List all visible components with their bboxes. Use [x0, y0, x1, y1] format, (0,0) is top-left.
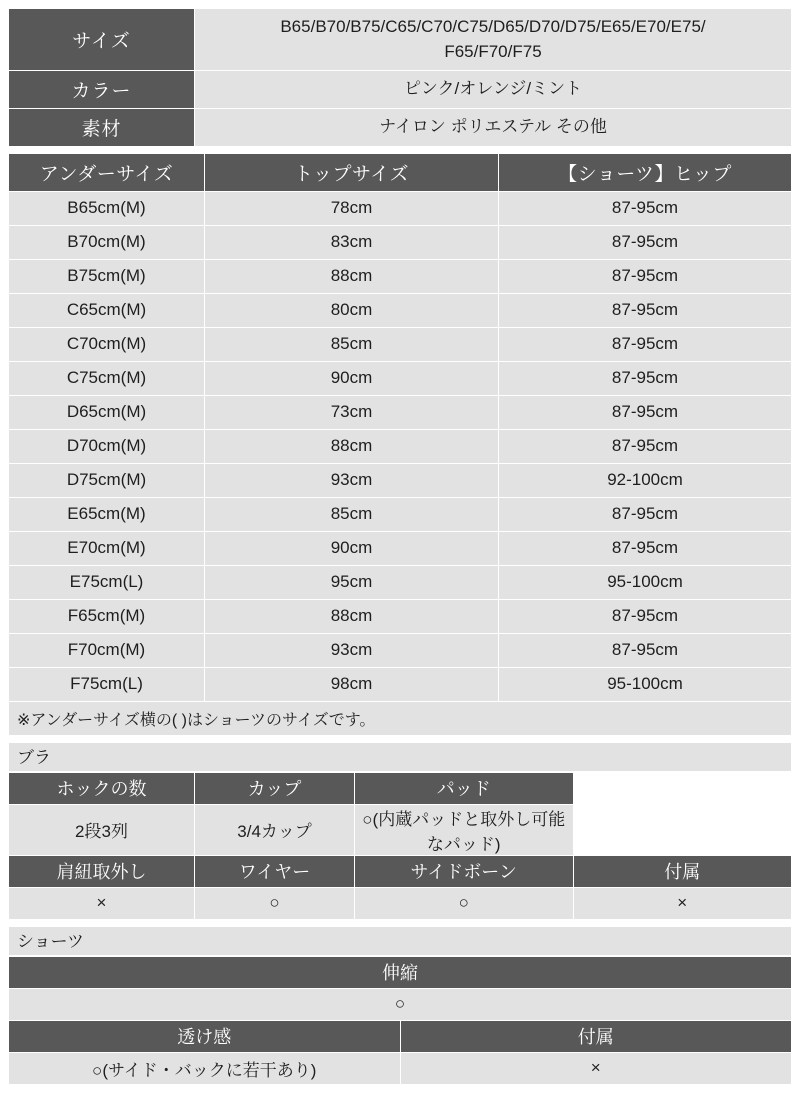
bra-header-strap-removable: 肩紐取外し: [9, 855, 195, 887]
bra-header-accessory: 付属: [573, 855, 792, 887]
table-row: [9, 395, 792, 429]
spec-table: [8, 8, 792, 147]
bra-value-wire: ○: [195, 887, 355, 919]
size-cell-top: 88cm: [205, 429, 499, 463]
size-cell-under: E70cm(M): [9, 531, 205, 565]
size-cell-under: D75cm(M): [9, 463, 205, 497]
table-row: [9, 531, 792, 565]
bra-header-cup: カップ: [195, 772, 355, 804]
size-cell-hip: 87-95cm: [499, 599, 792, 633]
spec-value-color: ピンク/オレンジ/ミント: [195, 71, 792, 109]
size-cell-under: C70cm(M): [9, 327, 205, 361]
table-row: [9, 71, 792, 109]
shorts-value-sheerness: ○(サイド・バックに若干あり): [9, 1052, 401, 1084]
table-row: [9, 855, 792, 887]
spec-value-material: ナイロン ポリエステル その他: [195, 108, 792, 146]
size-cell-hip: 87-95cm: [499, 259, 792, 293]
size-cell-under: D65cm(M): [9, 395, 205, 429]
size-cell-hip: 87-95cm: [499, 191, 792, 225]
spec-value-size: B65/B70/B75/C65/C70/C75/D65/D70/D75/E65/E70/E75/ F65/F70/F75: [195, 9, 792, 71]
table-row: [9, 191, 792, 225]
size-cell-top: 83cm: [205, 225, 499, 259]
table-row: [9, 9, 792, 71]
spec-label-material: 素材: [9, 108, 195, 146]
section-label-bra: ブラ: [8, 742, 792, 772]
size-cell-hip: 87-95cm: [499, 633, 792, 667]
bra-value-pad: ○(内蔵パッドと取外し可能なパッド): [355, 804, 574, 855]
table-row: [9, 887, 792, 919]
size-cell-top: 78cm: [205, 191, 499, 225]
size-cell-hip: 87-95cm: [499, 225, 792, 259]
spec-label-color: カラー: [9, 71, 195, 109]
size-table-header-under: アンダーサイズ: [9, 153, 205, 191]
size-table-note-row: [9, 701, 792, 735]
shorts-header-stretch: 伸縮: [9, 956, 792, 988]
size-table-header-row: [9, 153, 792, 191]
size-cell-top: 93cm: [205, 633, 499, 667]
size-cell-hip: 87-95cm: [499, 327, 792, 361]
size-cell-hip: 87-95cm: [499, 293, 792, 327]
size-cell-under: E75cm(L): [9, 565, 205, 599]
section-label-shorts: ショーツ: [8, 926, 792, 956]
table-row: [9, 463, 792, 497]
size-cell-under: D70cm(M): [9, 429, 205, 463]
spec-label-size: サイズ: [9, 9, 195, 71]
bra-value-side-bone: ○: [355, 887, 574, 919]
size-cell-under: C75cm(M): [9, 361, 205, 395]
shorts-header-sheerness: 透け感: [9, 1020, 401, 1052]
table-row: [9, 956, 792, 988]
size-cell-top: 90cm: [205, 361, 499, 395]
table-row: [9, 259, 792, 293]
shorts-header-accessory: 付属: [400, 1020, 792, 1052]
table-row: [9, 599, 792, 633]
bra-header-wire: ワイヤー: [195, 855, 355, 887]
size-cell-under: E65cm(M): [9, 497, 205, 531]
table-row: [9, 1052, 792, 1084]
table-row: [9, 565, 792, 599]
bra-detail-table: [8, 772, 792, 920]
size-cell-under: B75cm(M): [9, 259, 205, 293]
bra-header-hooks: ホックの数: [9, 772, 195, 804]
size-cell-under: C65cm(M): [9, 293, 205, 327]
size-cell-under: B65cm(M): [9, 191, 205, 225]
size-cell-hip: 87-95cm: [499, 497, 792, 531]
size-cell-hip: 95-100cm: [499, 667, 792, 701]
table-row: [9, 225, 792, 259]
bra-header-pad: パッド: [355, 772, 574, 804]
size-cell-top: 90cm: [205, 531, 499, 565]
table-row: [9, 361, 792, 395]
table-row: [9, 429, 792, 463]
bra-value-cup: 3/4カップ: [195, 804, 355, 855]
size-cell-top: 85cm: [205, 497, 499, 531]
size-cell-hip: 87-95cm: [499, 395, 792, 429]
bra-value-strap-removable: ×: [9, 887, 195, 919]
table-row: [9, 667, 792, 701]
bra-header-side-bone: サイドボーン: [355, 855, 574, 887]
size-cell-top: 80cm: [205, 293, 499, 327]
size-cell-top: 85cm: [205, 327, 499, 361]
size-cell-top: 88cm: [205, 599, 499, 633]
size-cell-top: 95cm: [205, 565, 499, 599]
size-cell-under: B70cm(M): [9, 225, 205, 259]
size-cell-hip: 87-95cm: [499, 429, 792, 463]
size-cell-top: 98cm: [205, 667, 499, 701]
size-table-header-top: トップサイズ: [205, 153, 499, 191]
size-cell-top: 88cm: [205, 259, 499, 293]
table-row: [9, 497, 792, 531]
size-cell-under: F70cm(M): [9, 633, 205, 667]
size-cell-hip: 92-100cm: [499, 463, 792, 497]
size-cell-under: F75cm(L): [9, 667, 205, 701]
size-cell-top: 93cm: [205, 463, 499, 497]
size-cell-hip: 87-95cm: [499, 361, 792, 395]
table-row: [9, 293, 792, 327]
size-cell-hip: 95-100cm: [499, 565, 792, 599]
table-row: [9, 108, 792, 146]
size-table-header-hip: 【ショーツ】ヒップ: [499, 153, 792, 191]
size-cell-top: 73cm: [205, 395, 499, 429]
table-row: [9, 327, 792, 361]
size-table: [8, 153, 792, 736]
size-cell-hip: 87-95cm: [499, 531, 792, 565]
shorts-value-accessory: ×: [400, 1052, 792, 1084]
bra-value-accessory: ×: [573, 887, 792, 919]
table-row: [9, 988, 792, 1020]
shorts-value-stretch: ○: [9, 988, 792, 1020]
table-row: [9, 1020, 792, 1052]
shorts-detail-table: [8, 956, 792, 1085]
size-table-note: ※アンダーサイズ横の( )はショーツのサイズです。: [9, 701, 792, 735]
table-row: [9, 804, 792, 855]
size-cell-under: F65cm(M): [9, 599, 205, 633]
table-row: [9, 772, 792, 804]
bra-value-hooks: 2段3列: [9, 804, 195, 855]
table-row: [9, 633, 792, 667]
